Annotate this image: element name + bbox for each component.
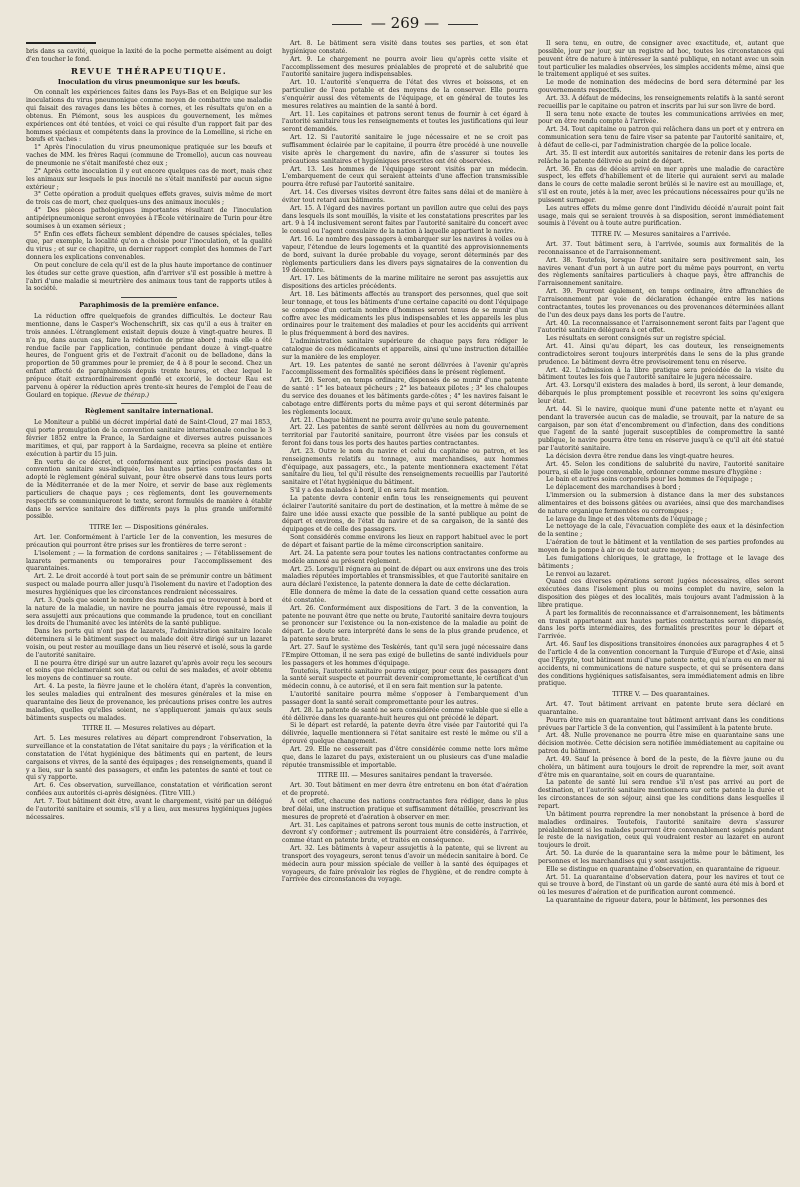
paragraph: 1° Après l'inoculation du virus pneumonique pratiquée sur les bœufs et vaches de MM. les frères Raqui (commune de Tromello), aucun cas nouveau de pneumonie ne s'était manifesté chez eux ; — [26, 144, 272, 167]
paragraph: L'isolement ; — la formation de cordons sanitaires ; — l'établissement de lazarets permanents ou temporaires pour l'accomplissement des quarantaines. — [26, 549, 272, 573]
paragraph: Art. 51. La quarantaine d'observation datera, pour les navires et tout ce qui se trouve à bord, de l'instant où un garde de santé aura été mis à bord et où les mesures d'aération et de purification auront commencé. — [538, 873, 784, 897]
paragraph: Pourra être mis en quarantaine tout bâtiment arrivant dans les conditions prévues par l'article 3 de la convention, qui l'assimilent à la patente brute. — [538, 716, 784, 732]
paragraph: Art. 19. Les patentes de santé ne seront délivrées à l'avenir qu'après l'accomplissement des formalités spécifiées dans le présent règlement. — [282, 361, 528, 377]
paragraph: Le Moniteur a publié un décret impérial daté de Saint-Cloud, 27 mai 1853, qui porte promulgation de la convention sanitaire internationale conclue le 3 février 1852 entre la France, la Sardaigne et diverses autres puissances maritimes, et qui, par rapport à la Sardaigne, recevra sa pleine et entière exécution à partir du 15 juin. — [26, 419, 272, 458]
paragraph: Art. 41. Ainsi qu'au départ, les cas douteux, les renseignements contradictoires seront toujours interprétés dans le sens de la plus grande prudence. Le bâtiment devra être provisoirement tenu en réserve. — [538, 343, 784, 366]
paragraph: Art. 34. Tout capitaine ou patron qui relâchera dans un port et y entrera en communication sera tenu de faire viser sa patente par l'autorité sanitaire, et, à défaut de celle-ci, par l'administration chargée de la police locale. — [538, 126, 784, 149]
paragraph: Les résultats en seront consignés sur un registre spécial. — [546, 335, 726, 343]
paragraph: On peut conclure de cela qu'il est de la plus haute importance de continuer les études sur cette grave question, afin d'arriver s'il est possible à mettre à l'abri d'une maladie si meurtrière des animaux tous tant de rapports utiles à la société. — [26, 261, 272, 293]
paragraph: La patente de santé lui sera rendue s'il n'est pas arrivé au port de destination, et l'autorité sanitaire mentionnera sur cette patente la durée et les circonstances de son séjour, ainsi que les conditions dans lesquelles il repart. — [538, 779, 784, 810]
section-title: REVUE THÉRAPEUTIQUE. — [70, 66, 228, 77]
paragraph: Elle se distingue en quarantaine d'observation, en quarantaine de rigueur. — [546, 865, 781, 873]
paragraph: Les fumigations chloriques, le grattage, le frottage et le lavage des bâtiments ; — [538, 554, 784, 570]
paragraph: À part les formalités de reconnaissance et d'arraisonnement, les bâtiments en transit appartenant aux hautes parties contractantes seront dispensés, dans les ports intermédiaires, des formalités prescrites pour le départ et l'arrivée. — [538, 609, 784, 641]
titre-heading: TITRE Ier. — Dispositions générales. — [89, 523, 209, 532]
paragraph: Art. 6. Ces observation, surveillance, constatation et vérification seront confiées aux autorités ci-après désignées. (Titre VIII.) — [26, 782, 272, 798]
paragraph: Sont considérés comme environs les lieux en rapport habituel avec le port de départ et faisant partie de la même circonscription sanitaire. — [282, 534, 528, 549]
paragraph: 2° Après cette inoculation il y eut encore quelques cas de mort, mais chez les animaux sur lesquels le pus inoculé ne s'était manifesté par aucun signe extérieur ; — [26, 167, 272, 191]
paragraph: Art. 12. Si l'autorité sanitaire le juge nécessaire et ne se croit pas suffisamment éclairée par le capitaine, il pourra être procédé à une nouvelle visite après le chargement du navire, afin de s'assurer si toutes les précautions sanitaires et hygiéniques prescrites ont été observées. — [282, 134, 528, 165]
paragraph: Art. 3. Quels que soient le nombre des malades qui se trouveront à bord et la nature de la maladie, un navire ne pourra jamais être repoussé, mais il sera assujetti aux précautions que commande la prudence, tout en conciliant les droits de l'humanité avec les intérêts de la santé publique. — [26, 596, 272, 628]
paragraph: Art. 30. Tout bâtiment en mer devra être entretenu en bon état d'aération et de propreté. — [282, 782, 528, 798]
paragraph: Art. 10. L'autorité s'enquerra de l'état des vivres et boissons, et en particulier de l'eau potable et des moyens de la conserver. Elle pourra s'enquérir aussi des vêtements de l'équipage, et en général de toutes les mesures relatives au maintien de la santé à bord. — [282, 79, 528, 110]
separator — [121, 297, 177, 298]
paragraph: Art. 13. Les hommes de l'équipage seront visités par un médecin. L'embarquement de ceux qui seraient atteints d'une affection transmissible pourra être refusé par l'autorité sanitaire. — [282, 165, 528, 189]
paragraph: La quarantaine de rigueur datera, pour le bâtiment, les personnes des — [546, 897, 768, 905]
paragraph: Si le départ est retardé, la patente devra être visée par l'autorité qui l'a délivrée, laquelle mentionnera si l'état sanitaire est resté le même ou s'il a éprouvé quelque changement. — [282, 722, 528, 746]
paragraph-text: La réduction offre quelquefois de grandes difficultés. Le docteur Rau mentionne, dans le Casper's Wochenschrift, six cas qu'il a eus à traiter en trois années. L'étranglement existait depuis douze à vingt-quatre heures. Il n'a pu, dans aucun cas, faire la réduction de prime abord ; mais elle a été rendue facile par l'application, continuée pendant douze à vingt-quatre heures, de l'onguent gris et de l'extrait d'aconit ou de belladone, dans la proportion de 50 grammes pour le premier, de 4 à 8 pour le second. Chez un enfant affecté de paraphimosis depuis trente heures, et chez lequel le prépuce était extraordinairement gonflé et excorié, le docteur Rau est parvenu à opérer la réduction après trente-six heures de l'emploi de l'eau de Goulard en topique. — [26, 313, 272, 399]
titre-heading: TITRE V. — Des quarantaines. — [612, 690, 710, 699]
paragraph: Il sera tenu, en outre, de consigner avec exactitude, et, autant que possible, jour par jour, sur un registre ad hoc, toutes les circonstances qui peuvent être de nature à intéresser la santé publique, en notant avec un soin tout particulier les maladies observées, les simples accidents même, ainsi que le traitement appliqué et ses suites. — [538, 40, 784, 79]
paragraph: Art. 46. Sauf les dispositions transitoires énoncées aux paragraphes 4 et 5 de l'article 4 de la convention concernant la Turquie d'Europe et d'Asie, ainsi que l'Égypte, tout bâtiment muni d'une patente nette, qui n'aura eu en mer ni accidents, ni communications de nature suspecte, et qui se présentera dans des conditions hygiéniques satisfaisantes, sera immédiatement admis en libre pratique. — [538, 641, 784, 688]
paragraph: Art. 24. La patente sera pour toutes les nations contractantes conforme au modèle annexé au présent règlement. — [282, 549, 528, 565]
paragraph: Art. 35. Il est interdit aux autorités sanitaires de retenir dans les ports de relâche la patente délivrée au point de départ. — [538, 149, 784, 165]
column-3 — [538, 40, 784, 1180]
source-citation: (Revue de thérap.) — [90, 391, 150, 399]
paragraph: On connaît les expériences faites dans les Pays-Bas et en Belgique sur les inoculations du virus pneumonique comme moyen de combattre une maladie qui faisait des ravages dans les bêtes à cornes, et les résultats qu'on en a obtenus. En Piémont, sous les auspices du gouvernement, les mêmes expériences ont été tentées, et voici ce qui résulte d'un rapport fait par des hommes spéciaux et compétents dans la province de la Lomelline, si riche en bœufs et vaches : — [26, 89, 272, 144]
top-rule — [26, 42, 96, 44]
column-2 — [282, 40, 528, 1180]
paragraph: Art. 29. Elle ne cesserait pas d'être considérée comme nette lors même que, dans le lazaret du pays, existeraient un ou plusieurs cas d'une maladie réputée transmissible et importable. — [282, 745, 528, 769]
paragraph: L'autorité sanitaire pourra même s'opposer à l'embarquement d'un passager dont la santé serait compromettante pour les autres. — [282, 691, 528, 706]
paragraph: Art. 17. Les bâtiments de la marine militaire ne seront pas assujettis aux dispositions des articles précédents. — [282, 275, 528, 291]
paragraph: La décision devra être rendue dans les vingt-quatre heures. — [546, 452, 734, 460]
subsection-title: Inoculation du virus pneumonique sur les bœufs. — [57, 77, 241, 86]
paragraph: Art. 4. La peste, la fièvre jaune et le choléra étant, d'après la convention, les seules maladies qui entraînent des mesures générales et la mise en quarantaine des lieux de provenance, les précautions prises contre les autres maladies, quelles qu'elles soient, ne s'appliqueront jamais qu'aux seuls bâtiments suspects ou malades. — [26, 683, 272, 722]
separator — [121, 403, 177, 404]
paragraph: Le nettoyage de la cale, l'évacuation complète des eaux et la désinfection de la sentine ; — [538, 523, 784, 539]
paragraph: Art. 21. Chaque bâtiment ne pourra avoir qu'une seule patente. — [290, 416, 490, 424]
paragraph: Art. 26. Conformément aux dispositions de l'art. 3 de la convention, la patente ne pouvant être que nette ou brute, l'autorité sanitaire devra toujours se prononcer sur l'existence ou la non-existence de la maladie au point de départ. Le doute sera interprété dans le sens de la plus grande prudence, et la patente sera brute. — [282, 604, 528, 644]
paragraph: Art. 1er. Conformément à l'article 1er de la convention, les mesures de précaution qui pourront être prises sur les frontières de terre seront : — [26, 534, 272, 549]
paragraph: Art. 32. Les bâtiments à vapeur assujettis à la patente, qui se livrent au transport des voyageurs, seront tenus d'avoir un médecin sanitaire à bord. Ce médecin aura pour mission spéciale de veiller à la santé des équipages et voyageurs, de faire prévaloir les règles de l'hygiène, et de rendre compte à l'arrivée des circonstances du voyage. — [282, 845, 528, 884]
paragraph: 4° Des pièces pathologiques importantes résultant de l'inoculation antipéripneumonique seront envoyées à l'École vétérinaire de Turin pour être soumises à un examen sérieux ; — [26, 207, 272, 230]
paragraph: L'administration sanitaire supérieure de chaque pays fera rédiger le catalogue de ces médicaments et appareils, ainsi qu'une instruction détaillée sur la manière de les employer. — [282, 338, 528, 361]
page-number: — 269 — — [370, 14, 440, 32]
paragraph: Art. 31. Les capitaines et patrons seront tous munis de cette instruction, et devront s'y conformer ; autrement ils pourraient être considérés, à l'arrivée, comme étant en patente brute, et traités en conséquence. — [282, 821, 528, 845]
paragraph: Art. 5. Les mesures relatives au départ comprendront l'observation, la surveillance et la constatation de l'état sanitaire du pays ; la vérification et la constatation de l'état hygiénique des bâtiments qui en partent, de leurs cargaisons et vivres, de la santé des équipages ; des renseignements, quand il y a lieu, sur la santé des passagers, et enfin les patentes de santé et tout ce qui s'y rapporte. — [26, 735, 272, 782]
paragraph: Un bâtiment pourra reprendre la mer nonobstant la présence à bord de maladies ordinaires. Toutefois, l'autorité sanitaire devra s'assurer préalablement si les malades pourront être convenablement soignés pendant le reste de la navigation, ceux qui voudraient rester au lazaret en auront toujours le droit. — [538, 810, 784, 850]
paragraph: Le bain et autres soins corporels pour les hommes de l'équipage ; — [546, 476, 753, 484]
paragraph: Art. 39. Pourront également, en temps ordinaire, être affranchies de l'arraisonnement par voie de déclaration échangée entre les nations contractantes, toutes les provenances ou des provenances déterminées allant de l'un des deux pays dans les ports de l'autre. — [538, 288, 784, 319]
paragraph: Art. 43. Lorsqu'il existera des malades à bord, ils seront, à leur demande, débarqués le plus promptement possible et recevront les soins qu'exigera leur état. — [538, 382, 784, 405]
paragraph: Art. 16. Le nombre des passagers à embarquer sur les navires à voiles ou à vapeur, l'étendue de leurs logements et la quantité des approvisionnements de bord, suivant la durée probable du voyage, seront déterminés par des règlements particuliers dans les divers pays signataires de la convention du 19 décembre. — [282, 236, 528, 275]
paragraph: À cet effet, chacune des nations contractantes fera rédiger, dans le plus bref délai, une instruction pratique et suffisamment détaillée, prescrivant les mesures de propreté et d'aération à observer en mer. — [282, 798, 528, 821]
paragraph: Art. 14. Ces diverses visites devront être faites sans délai et de manière à éviter tout retard aux bâtiments. — [282, 189, 528, 204]
subsection-title: Paraphimosis de la première enfance. — [79, 301, 219, 310]
paragraph: Art. 28. La patente de santé ne sera considérée comme valable que si elle a été délivrée dans les quarante-huit heures qui ont précédé le départ. — [282, 706, 528, 722]
paragraph: Art. 42. L'admission à la libre pratique sera précédée de la visite du bâtiment toutes les fois que l'autorité sanitaire le jugera nécessaire. — [538, 366, 784, 382]
paragraph: Art. 22. Les patentes de santé seront délivrées au nom du gouvernement territorial par l'autorité sanitaire, pourront être visées par les consuls et feront foi dans tous les ports des hautes parties contractantes. — [282, 424, 528, 448]
page-header — [26, 12, 784, 34]
paragraph: bris dans sa cavité, quoique la laxité de la poche permette aisément au doigt d'en toucher le fond. — [26, 48, 272, 63]
paragraph: Art. 18. Les bâtiments affectés au transport des personnes, quel que soit leur tonnage, et tous les bâtiments d'une certaine capacité ou dont l'équipage se compose d'un certain nombre d'hommes seront tenus de se munir d'un coffre avec les médicaments les plus indispensables et les appareils les plus ordinaires pour le traitement des maladies et pour les accidents qui arrivent le plus fréquemment à bord des navires. — [282, 291, 528, 338]
column-1 — [26, 40, 272, 1180]
paragraph: Art. 48. Nulle provenance ne pourra être mise en quarantaine sans une décision motivée. Cette décision sera notifiée immédiatement au capitaine ou patron du bâtiment. — [538, 732, 784, 756]
paragraph: Le renvoi au lazaret. — [546, 570, 611, 578]
paragraph: En vertu de ce décret, et conformément aux principes posés dans la convention sanitaire sus-indiquée, les hautes parties contractantes ont adopté le règlement général suivant, pour être observé dans tous leurs ports de la Méditerranée et de la mer Noire, et servir de base aux règlements particuliers de chaque pays ; ces règlements, dont les gouvernements respectifs se communiqueront le texte, seront formulés de manière à établir dans le service sanitaire des différents pays la plus grande uniformité possible. — [26, 458, 272, 521]
paragraph: S'il y a des malades à bord, il en sera fait mention. — [290, 487, 449, 495]
paragraph: Le lavage du linge et des vêtements de l'équipage ; — [546, 515, 708, 523]
paragraph: Art. 47. Tout bâtiment arrivant en patente brute sera déclaré en quarantaine. — [538, 701, 784, 716]
paragraph: Il sera tenu note exacte de toutes les communications arrivées en mer, pour en être rendu compte à l'arrivée. — [538, 110, 784, 126]
paragraph: Le mode de nomination des médecins de bord sera déterminé par les gouvernements respectifs. — [538, 79, 784, 95]
paragraph: Art. 9. Le chargement ne pourra avoir lieu qu'après cette visite et l'accomplissement des mesures préalables de propreté et de salubrité que l'autorité sanitaire jugera indispensables. — [282, 55, 528, 79]
titre-heading: TITRE II. — Mesures relatives au départ. — [82, 724, 216, 733]
paragraph: Art. 7. Tout bâtiment doit être, avant le chargement, visité par un délégué de l'autorité sanitaire et soumis, s'il y a lieu, aux mesures hygiéniques jugées nécessaires. — [26, 797, 272, 821]
paragraph: Art. 49. Sauf la présence à bord de la peste, de la fièvre jaune ou du choléra, un bâtiment aura toujours le droit de reprendre la mer, soit avant d'être mis en quarantaine, soit en cours de quarantaine. — [538, 755, 784, 779]
paragraph: Art. 50. La durée de la quarantaine sera la même pour le bâtiment, les personnes et les marchandises qui y sont assujettis. — [538, 850, 784, 865]
paragraph: Art. 2. Le droit accordé à tout port sain de se prémunir contre un bâtiment suspect ou malade pourra aller jusqu'à l'isolement du navire et l'adoption des mesures hygiéniques que les circonstances rendraient nécessaires. — [26, 573, 272, 596]
paragraph: Art. 27. Sauf le système des Teskérés, tant qu'il sera jugé nécessaire dans l'Empire Ottoman, il ne sera pas exigé de bulletins de santé individuels pour les passagers et les hommes d'équipage. — [282, 643, 528, 667]
paragraph: Art. 40. La reconnaissance et l'arraisonnement seront faits par l'agent que l'autorité sanitaire déléguera à cet effet. — [538, 319, 784, 335]
paragraph: Art. 23. Outre le nom du navire et celui du capitaine ou patron, et les renseignements relatifs au tonnage, aux marchandises, aux hommes d'équipage, aux passagers, etc., la patente mentionnera exactement l'état sanitaire du lieu, tel qu'il résulte des renseignements recueillis par l'autorité sanitaire et l'état hygiénique du bâtiment. — [282, 447, 528, 487]
paragraph: Art. 20. Seront, en temps ordinaire, dispensés de se munir d'une patente de santé : 1° les bateaux pêcheurs ; 2° les bateaux pilotes ; 3° les chaloupes du service des douanes et les bâtiments garde-côtes ; 4° les navires faisant le cabotage entre différents ports du même pays et qui seront déterminés par les règlements locaux. — [282, 377, 528, 416]
paragraph: 3° Cette opération a produit quelques effets graves, suivis même de mort de trois cas de mort, chez quelques-uns des animaux inoculés ; — [26, 191, 272, 207]
paragraph: Art. 25. Lorsqu'il régnera au point de départ ou aux environs une des trois maladies réputées importables et transmissibles, et que l'autorité sanitaire en aura déclaré l'existence, la patente donnera la date de cette déclaration. — [282, 565, 528, 589]
header-rule-left — [332, 24, 362, 25]
paragraph: Dans les ports qui n'ont pas de lazarets, l'administration sanitaire locale déterminera si le bâtiment suspect ou malade doit être dirigé sur un lazaret voisin, ou peut rester au mouillage dans un lieu réservé et isolé, sous la garde de l'autorité sanitaire. — [26, 628, 272, 659]
paragraph: Le déplacement des marchandises à bord ; — [546, 484, 681, 492]
paragraph: Quand ces diverses opérations seront jugées nécessaires, elles seront exécutées dans l'isolement plus ou moins complet du navire, selon la disposition des pièges et des localités, mais toujours avant l'admission à la libre pratique. — [538, 578, 784, 609]
paragraph: L'immersion ou la submersion à distance dans la mer des substances alimentaires et des boissons gâtées ou avariées, ainsi que des marchandises de nature organique fermentées ou corrompues ; — [538, 492, 784, 515]
titre-heading: TITRE III. — Mesures sanitaires pendant la traversée. — [317, 771, 493, 780]
subsection-title: Règlement sanitaire international. — [84, 407, 214, 416]
titre-heading: TITRE IV. — Mesures sanitaires a l'arrivée. — [591, 230, 731, 239]
paragraph — [26, 313, 272, 399]
paragraph: Elle donnera de même la date de la cessation quand cette cessation aura été constatée. — [282, 589, 528, 604]
header-rule-right — [448, 24, 478, 25]
paragraph: Art. 8. Le bâtiment sera visité dans toutes ses parties, et son état hygiénique constaté. — [282, 40, 528, 55]
paragraph: Art. 37. Tout bâtiment sera, à l'arrivée, soumis aux formalités de la reconnaissance et de l'arraisonnement. — [538, 241, 784, 256]
paragraph: L'aération de tout le bâtiment et la ventilation de ses parties profondes au moyen de la pompe à air ou de tout autre moyen ; — [538, 539, 784, 554]
text-columns — [26, 40, 784, 1180]
paragraph: Art. 15. À l'égard des navires portant un pavillon autre que celui des pays dans lesquels ils sont mouillés, la visite et les constatations prescrites par les art. 9 à 14 inclusivement seront faites par l'autorité sanitaire du concert avec le consul ou l'agent consulaire de la nation à laquelle appartient le navire. — [282, 204, 528, 236]
paragraph: Art. 38. Toutefois, lorsque l'état sanitaire sera positivement sain, les navires venant d'un port à un autre port du même pays pourront, en vertu des règlements sanitaires particuliers à chaque pays, être affranchis de l'arraisonnement sanitaire. — [538, 256, 784, 288]
paragraph: Art. 44. Si le navire, quoique muni d'une patente nette et n'ayant eu pendant la traversée aucun cas de maladie, se trouvait, par la nature de sa cargaison, par son état d'encombrement ou d'infection, dans des conditions que l'agent de la santé jugerait susceptibles de compromettre la santé publique, le navire pourra être tenu en réserve jusqu'à ce qu'il ait été statué par l'autorité sanitaire. — [538, 405, 784, 453]
paragraph: La patente devra contenir enfin tous les renseignements qui peuvent éclairer l'autorité sanitaire du port de destination, et la mettre à même de se faire une idée aussi exacte que possible de la santé publique au point de départ et environs, de l'état du navire et de sa cargaison, de la santé des équipages et de celle des passagers. — [282, 494, 528, 534]
paragraph: Art. 33. À défaut de médecins, les renseignements relatifs à la santé seront recueillis par le capitaine ou patron et inscrits par lui sur son livre de bord. — [538, 94, 784, 110]
paragraph: Il ne pourra être dirigé sur un autre lazaret qu'après avoir reçu les secours et soins que réclameraient son état ou celui de ses malades, et avoir obtenu les moyens de continuer sa route. — [26, 659, 272, 683]
paragraph: Les autres effets du même genre dont l'individu décédé n'aurait point fait usage, mais qui se seraient trouvés à sa disposition, seront immédiatement soumis à l'évent ou à toute autre purification. — [538, 204, 784, 228]
paragraph: Art. 11. Les capitaines et patrons seront tenus de fournir à cet égard à l'autorité sanitaire tous les renseignements et toutes les justifications qui leur seront demandés. — [282, 110, 528, 134]
paragraph: Art. 36. En cas de décès arrivé en mer après une maladie de caractère suspect, les effets d'habillement et de literie qui auraient servi au malade dans le cours de cette maladie seront brûlés si le navire est au mouillage, et, s'il est en route, jetés à la mer, avec les précautions nécessaires pour qu'ils ne puissent surnager. — [538, 165, 784, 204]
paragraph: Art. 45. Selon les conditions de salubrité du navire, l'autorité sanitaire pourra, si elle le juge convenable, ordonner comme mesure d'hygiène : — [538, 460, 784, 476]
paragraph: Toutefois, l'autorité sanitaire pourra exiger, pour ceux des passagers dont la santé serait suspecte et pourrait devenir compromettante, le certificat d'un médecin connu, à ce autorisé, et il en sera fait mention sur la patente. — [282, 667, 528, 691]
paragraph: 5° Enfin ces effets fâcheux semblent dépendre de causes spéciales, telles que, par exemple, la localité qu'on a choisie pour l'inoculation, et la qualité du virus ; et sur ce chapitre, un dernier rapport complet des hommes de l'art donnera les explications convenables. — [26, 230, 272, 262]
